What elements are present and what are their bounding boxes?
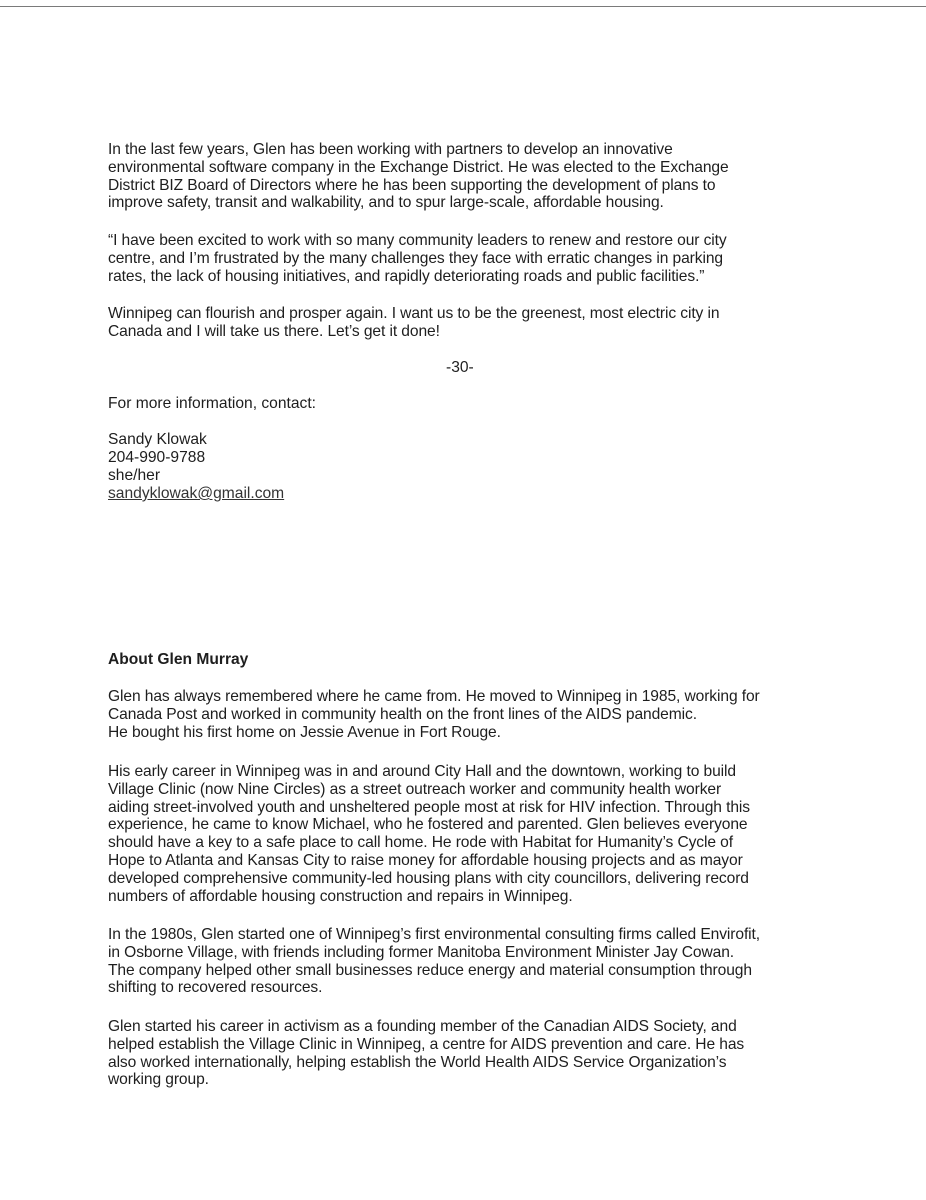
contact-intro: For more information, contact: xyxy=(108,395,316,412)
about-heading: About Glen Murray xyxy=(108,651,249,668)
paragraph-quote: “I have been excited to work with so many community leaders to renew and restore our city centre, and I’m frustrated by the many challenges they face with erratic changes in parking rates, the lack of housing initiatives, and rapidly deteriorating roads and public facilities.” xyxy=(108,232,727,285)
about-paragraph-origins: Glen has always remembered where he came from. He moved to Winnipeg in 1985, working for Canada Post and worked in community health on the front lines of the AIDS pandemic. He bought his first home on Jessie Avenue in Fort Rouge. xyxy=(108,688,760,741)
contact-email-link[interactable]: sandyklowak@gmail.com xyxy=(108,485,285,502)
contact-name: Sandy Klowak xyxy=(108,431,207,448)
about-paragraph-activism: Glen started his career in activism as a founding member of the Canadian AIDS Society, and helped establish the Village Clinic in Winnipeg, a centre for AIDS prevention and care. He has also worked internationally, helping establish the World Health AIDS Service Organization’s working group. xyxy=(108,1018,745,1089)
paragraph-winnipeg-flourish: Winnipeg can flourish and prosper again. I want us to be the greenest, most electric city in Canada and I will take us there. Let’s get it done! xyxy=(108,305,720,340)
scan-top-edge-line xyxy=(0,6,926,7)
paragraph-software-company: In the last few years, Glen has been working with partners to develop an innovative environmental software company in the Exchange District. He was elected to the Exchange District BIZ Board of Directors where he has been supporting the development of plans to improve safety, transit and walkability, and to spur large-scale, affordable housing. xyxy=(108,141,729,212)
about-paragraph-envirofit: In the 1980s, Glen started one of Winnipeg’s first environmental consulting firms called Envirofit, in Osborne Village, with friends including former Manitoba Environment Minister Jay Cowan. The company helped other small businesses reduce energy and material consumption through shifting to recovered resources. xyxy=(108,926,761,997)
about-paragraph-early-career: His early career in Winnipeg was in and around City Hall and the downtown, working to build Village Clinic (now Nine Circles) as a street outreach worker and community health worker aiding street-involved youth and unsheltered people most at risk for HIV infection. Through this experience, he came to know Michael, who he fostered and parented. Glen believes everyone should have a key to a safe place to call home. He rode with Habitat for Humanity’s Cycle of Hope to Atlanta and Kansas City to raise money for affordable housing projects and as mayor developed comprehensive community-led housing plans with city councillors, delivering record numbers of affordable housing construction and repairs in Winnipeg. xyxy=(108,763,750,905)
contact-phone: 204-990-9788 xyxy=(108,449,206,466)
end-mark: -30- xyxy=(446,359,474,376)
contact-pronouns: she/her xyxy=(108,467,161,484)
contact-email-line xyxy=(108,485,284,503)
